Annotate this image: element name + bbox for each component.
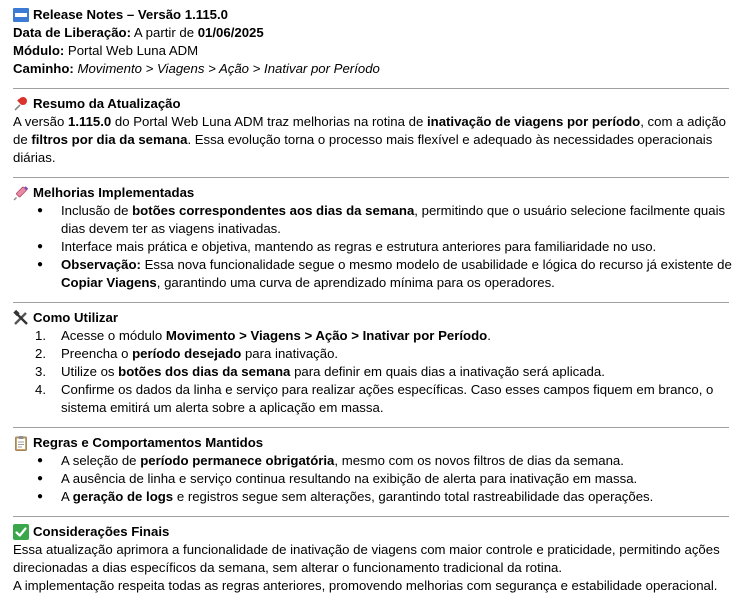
final-text: direcionadas a dias específicos da semana, sem alterar o funcionamento tradicional da rotina. (13, 560, 563, 575)
release-title: Release Notes – Versão 1.115.0 (13, 6, 729, 24)
list-item: ● A ausência de linha e serviço continua resultando na exibição de alerta para inativação em massa. (37, 471, 638, 486)
pushpin-icon (13, 96, 29, 112)
rules-heading: Regras e Comportamentos Mantidos (13, 434, 729, 452)
check-mark-icon (13, 524, 29, 540)
clipboard-icon (13, 435, 29, 451)
final-text: A implementação respeita todas as regras anteriores, promovendo melhorias com segurança e estabilidade operacional. (13, 578, 718, 593)
list-item: 1. Acesse o módulo Movimento > Viagens > Ação > Inativar por Período. (35, 328, 491, 343)
list-item: 4. Confirme os dados da linha e serviço para realizar ações específicas. Caso esses campos fiquem em branco, o sistema emitirá um alerta sobre a aplicação em massa. (35, 382, 714, 415)
release-date: Data de Liberação: A partir de 01/06/2025 (13, 25, 264, 40)
tools-icon (13, 310, 29, 326)
list-item: ● A geração de logs e registros segue sem alterações, garantindo total rastreabilidade das operações. (37, 489, 654, 504)
summary-text: A versão 1.115.0 do Portal Web Luna ADM traz melhorias na rotina de inativação de viagens por período, com a adição (13, 114, 726, 129)
final-heading: Considerações Finais (13, 523, 729, 541)
list-item: ● Observação: Essa nova funcionalidade segue o mesmo modelo de usabilidade e lógica do recurso já existente de Copiar Viagens, garantindo uma curva de aprendizado mínima para os operadores. (37, 257, 732, 290)
usage-heading: Como Utilizar (13, 309, 729, 327)
rules-list (13, 452, 729, 506)
improvements-list (13, 202, 732, 292)
flag-icon (13, 7, 29, 23)
list-item: 3. Utilize os botões dos dias da semana para definir em quais dias a inativação será aplicada. (35, 364, 605, 379)
release-module: Módulo: Portal Web Luna ADM (13, 43, 199, 58)
syringe-icon (13, 185, 29, 201)
improvements-heading: Melhorias Implementadas (13, 184, 729, 202)
usage-steps (13, 327, 729, 417)
release-path: Caminho: Movimento > Viagens > Ação > Inativar por Período (13, 61, 380, 76)
final-text: Essa atualização aprimora a funcionalidade de inativação de viagens com maior controle e praticidade, permitindo ações (13, 542, 720, 557)
list-item: ● Interface mais prática e objetiva, mantendo as regras e estrutura anteriores para familiaridade no uso. (37, 239, 657, 254)
list-item: 2. Preencha o período desejado para inativação. (35, 346, 339, 361)
summary-text: de filtros por dia da semana. Essa evolução torna o processo mais flexível e adequado às necessidades operacionais (13, 132, 713, 147)
list-item: ● A seleção de período permanece obrigatória, mesmo com os novos filtros de dias da semana. (37, 453, 624, 468)
summary-heading: Resumo da Atualização (13, 95, 729, 113)
list-item: ● Inclusão de botões correspondentes aos dias da semana, permitindo que o usuário selecione facilmente quais dias devem ter as viagens inativadas. (37, 203, 726, 236)
summary-text: diárias. (13, 150, 56, 165)
